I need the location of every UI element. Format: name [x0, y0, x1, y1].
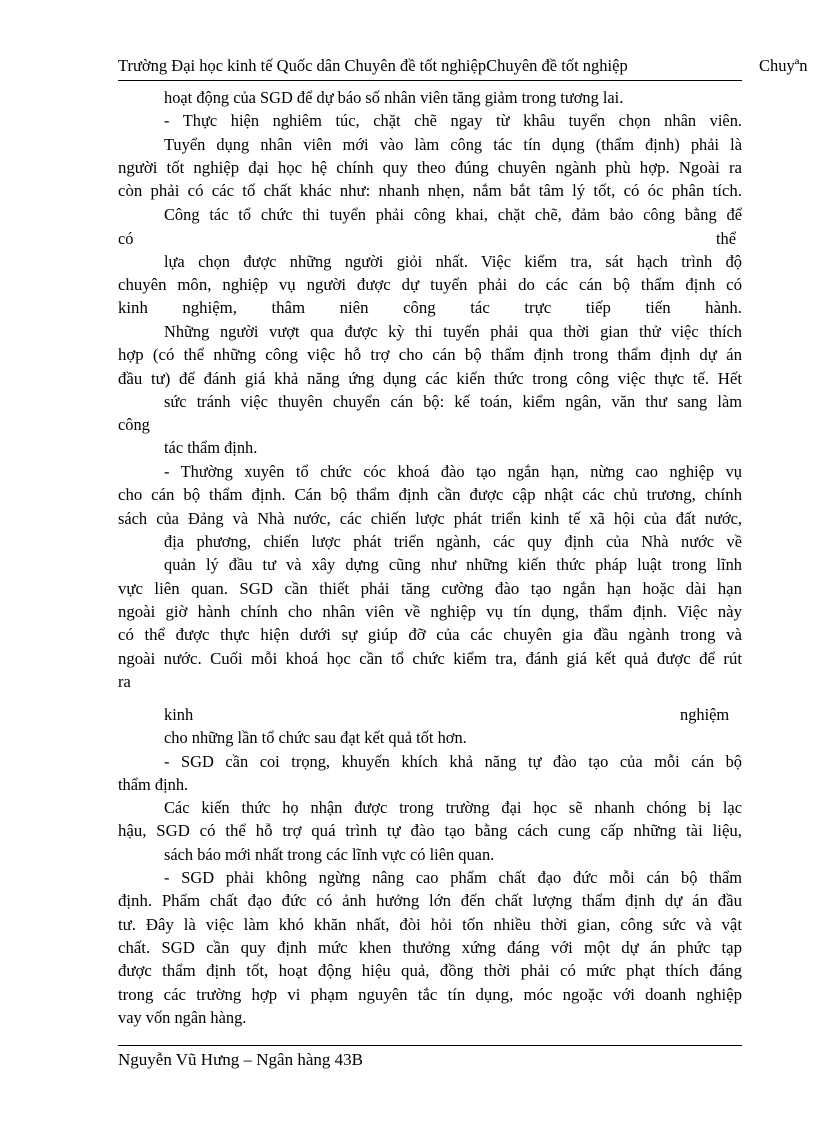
text-line: quản lý đầu tư và xây dựng cũng như những kiến thức pháp luật trong lĩnh: [164, 555, 742, 574]
page-footer: Nguyễn Vũ Hưng – Ngân hàng 43B: [118, 1050, 363, 1069]
text-line: địa phương, chiến lược phát triển ngành, các quy định của Nhà nước về: [164, 532, 742, 551]
text-line: - Thực hiện nghiêm túc, chặt chẽ ngay từ khâu tuyển chọn nhân viên.: [164, 111, 742, 130]
text-line: Những người vượt qua được kỳ thi tuyển phải qua thời gian thử việc thích: [164, 322, 742, 341]
header-title: Trường Đại học kinh tế Quốc dân Chuyên đề tốt nghiệpChuyên đề tốt nghiệp: [118, 56, 628, 75]
text-line: có: [118, 229, 134, 248]
text-line: sách báo mới nhất trong các lĩnh vực có liên quan.: [164, 845, 495, 864]
text-line: sách của Đảng và Nhà nước, các chiến lược phát triển kinh tế xã hội của đất nước,: [118, 509, 742, 528]
text-line: thẩm định.: [118, 775, 189, 794]
text-line: cho cán bộ thẩm định. Cán bộ thẩm định cần được cập nhật các chủ trương, chính: [118, 485, 742, 504]
text-line: còn phải có các tố chất khác như: nhanh nhẹn, nắm bắt tâm lý tốt, có óc phân tích.: [118, 181, 742, 200]
footer-rule: [118, 1045, 742, 1046]
text-line: kinh: [164, 705, 194, 724]
text-line: ra: [118, 672, 131, 691]
header-title-overflow: Chuyªn: [759, 56, 808, 75]
text-line: - SGD phải không ngừng nâng cao phẩm chất đạo đức mỗi cán bộ thẩm: [164, 868, 742, 887]
text-line: hợp (có thể những công việc hỗ trợ cho cán bộ thẩm định trong thẩm định dự án: [118, 345, 742, 364]
text-line: trong các trường hợp vi phạm nguyên tắc tín dụng, móc ngoặc với doanh nghiệp: [118, 985, 742, 1004]
text-line: người tốt nghiệp đại học hệ chính quy theo đúng chuyên ngành phù hợp. Ngoài ra: [118, 158, 742, 177]
text-line: Tuyển dụng nhân viên mới vào làm công tác tín dụng (thẩm định) phải là: [164, 135, 742, 154]
text-line: kinh nghiệm, thâm niên công tác trực tiếp tiến hành.: [118, 298, 742, 317]
text-line: hoạt động của SGD để dự báo số nhân viên tăng giảm trong tương lai.: [164, 88, 624, 107]
text-line: Công tác tổ chức thi tuyển phải công khai, chặt chẽ, đảm bảo công bằng để: [164, 205, 742, 224]
text-line: tác thẩm định.: [164, 438, 258, 457]
text-line: - SGD cần coi trọng, khuyến khích khả năng tự đào tạo của mỗi cán bộ: [164, 752, 742, 771]
text-line: có thể được thực hiện dưới sự giúp đỡ của các chuyên gia đầu ngành trong và: [118, 625, 742, 644]
text-line: đầu tư) để đánh giá khả năng ứng dụng các kiến thức trong công việc thực tế. Hết: [118, 369, 742, 388]
text-line: thể: [716, 229, 737, 248]
text-line: định. Phẩm chất đạo đức có ảnh hưởng lớn đến chất lượng thẩm định dự án đầu: [118, 891, 742, 910]
text-line: cho những lần tổ chức sau đạt kết quả tốt hơn.: [164, 728, 467, 747]
text-line: ngoài giờ hành chính cho nhân viên về nghiệp vụ tín dụng, thẩm định. Việc này: [118, 602, 742, 621]
text-line: vay vốn ngân hàng.: [118, 1008, 247, 1027]
text-line: chuyên môn, nghiệp vụ người được dự tuyển phải do các cán bộ thẩm định có: [118, 275, 742, 294]
text-line: - Thường xuyên tổ chức cóc khoá đào tạo ngắn hạn, nừng cao nghiệp vụ: [164, 462, 742, 481]
text-line: tư. Đây là việc làm khó khăn nhất, đòi hỏi tốn nhiều thời gian, công sức và vật: [118, 915, 742, 934]
text-line: Các kiến thức họ nhận được trong trường đại học sẽ nhanh chóng bị lạc: [164, 798, 742, 817]
text-line: vực liên quan. SGD cần thiết phải tăng cường đào tạo ngắn hạn hoặc dài hạn: [118, 579, 742, 598]
text-line: hậu, SGD có thể hỗ trợ quá trình tự đào tạo bằng cách cung cấp những tài liệu,: [118, 821, 742, 840]
text-line: nghiệm: [680, 705, 730, 724]
text-line: ngoài nước. Cuối mỗi khoá học cần tổ chức kiểm tra, đánh giá kết quả được để rút: [118, 649, 742, 668]
text-line: công: [118, 415, 150, 434]
text-line: chất. SGD cần quy định mức khen thưởng xứng đáng với một dự án phức tạp: [118, 938, 742, 957]
text-line: được thẩm định tốt, hoạt động hiệu quả, đồng thời phải có mức phạt thích đáng: [118, 961, 742, 980]
text-line: sức tránh việc thuyên chuyển cán bộ: kế toán, kiểm ngân, văn thư sang làm: [164, 392, 742, 411]
text-line: lựa chọn được những người giỏi nhất. Việc kiểm tra, sát hạch trình độ: [164, 252, 742, 271]
